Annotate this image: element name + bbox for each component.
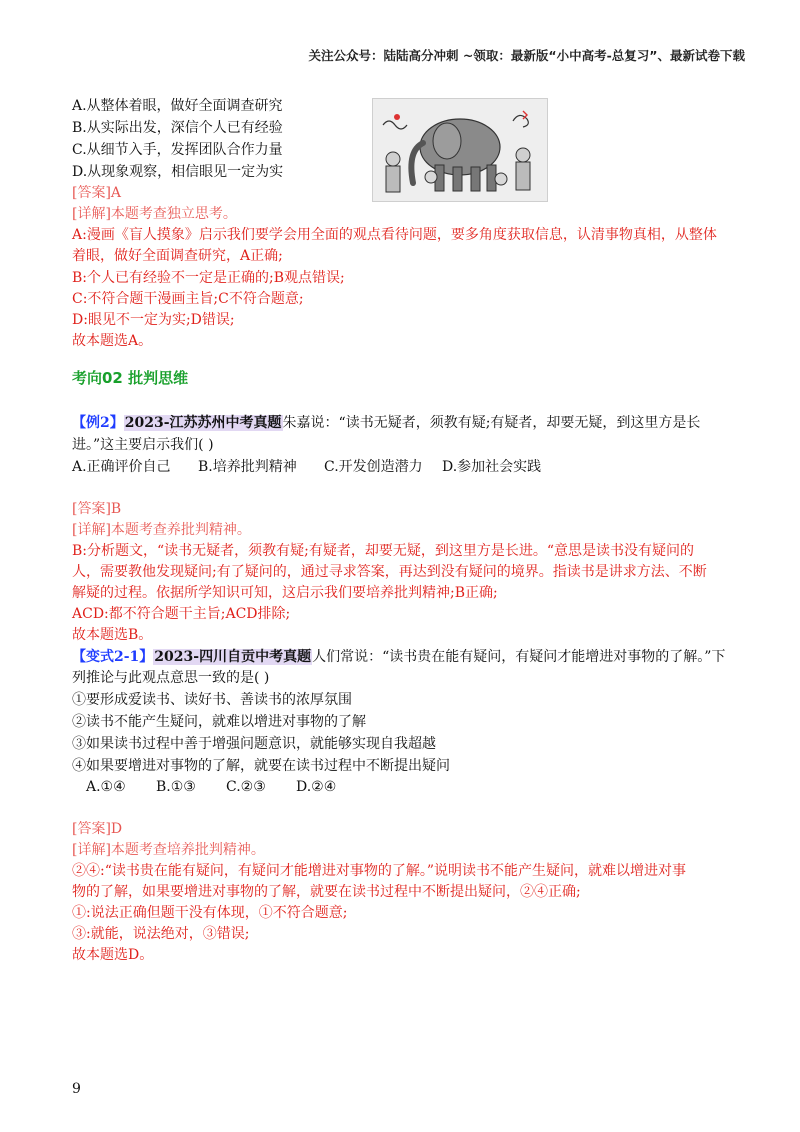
q1-explanation-line: 着眼，做好全面调查研究，A正确;: [72, 248, 283, 264]
ex2-explanation-line: 解疑的过程。依据所学知识可知，这启示我们要培养批判精神;B正确;: [72, 585, 498, 601]
var21-answer: [答案]D: [72, 821, 123, 837]
var21-item: ①要形成爱读书、读好书、善读书的浓厚氛围: [72, 692, 352, 708]
var21-analysis-title: [详解]本题考查培养批判精神。: [72, 842, 265, 858]
var21-item: ②读书不能产生疑问，就难以增进对事物的了解: [72, 714, 366, 730]
ex2-stem-text: 朱嘉说：“读书无疑者，须教有疑;有疑者，却要无疑，到这里方是长: [282, 415, 701, 431]
ex2-stem: [72, 414, 700, 432]
var21-source: 2023-四川自贡中考真题: [154, 649, 312, 665]
var21-options: [86, 778, 336, 796]
q1-analysis-title: [详解]本题考查独立思考。: [72, 206, 237, 222]
var21-stem-text: 人们常说：“读书贵在能有疑问，有疑问才能增进对事物的了解。”下: [312, 649, 726, 665]
q1-explanation-line: B:个人已有经验不一定是正确的;B观点错误;: [72, 270, 345, 286]
ex2-source: 2023-江苏苏州中考真题: [124, 415, 282, 431]
ex2-explanation-line: ACD:都不符合题干主旨;ACD排除;: [72, 606, 291, 622]
q1-option-a: A.从整体着眼，做好全面调查研究: [72, 98, 283, 114]
ex2-option-d: D.参加社会实践: [442, 459, 542, 475]
var21-option-d: D.②④: [296, 779, 337, 795]
ex2-analysis-title: [详解]本题考查养批判精神。: [72, 522, 251, 538]
ex2-explanation-line: 人，需要教他发现疑问;有了疑问的，通过寻求答案，再达到没有疑问的境界。指读书是讲求方法、不断: [72, 564, 707, 580]
var21-item: ④如果要增进对事物的了解，就要在读书过程中不断提出疑问: [72, 758, 450, 774]
var21-explanation-line: ①:说法正确但题干没有体现，①不符合题意;: [72, 905, 348, 921]
elephant-cartoon-icon: [373, 99, 547, 201]
var21-option-c: C.②③: [226, 779, 266, 795]
ex2-explanation-line: B:分析题文，“读书无疑者，须教有疑;有疑者，却要无疑，到这里方是长进。“意思是读书没有疑问的: [72, 543, 695, 559]
page-number: 9: [72, 1081, 81, 1097]
ex2-option-c: C.开发创造潜力: [324, 459, 423, 475]
q1-option-c: C.从细节入手，发挥团队合作力量: [72, 142, 283, 158]
page-header: 关注公众号：陆陆高分冲刺 ~领取：最新版“小中高考-总复习”、最新试卷下载: [308, 48, 745, 63]
q1-explanation-line: C:不符合题干漫画主旨;C不符合题意;: [72, 291, 304, 307]
ex2-options: [72, 458, 541, 476]
var21-explanation-line: 故本题选D。: [72, 947, 154, 963]
q1-explanation-line: A:漫画《盲人摸象》启示我们要学会用全面的观点看待问题，要多角度获取信息，认清事物真相，从整体: [72, 227, 717, 243]
var21-explanation-line: ③:就能，说法绝对，③错误;: [72, 926, 250, 942]
var21-option-a: A.①④: [86, 779, 126, 795]
ex2-option-a: A.正确评价自己: [72, 459, 171, 475]
q1-explanation-line: 故本题选A。: [72, 333, 153, 349]
var21-tag: 【变式2-1】: [72, 649, 154, 665]
ex2-answer: [答案]B: [72, 501, 122, 517]
var21-explanation-line: ②④:“读书贵在能有疑问，有疑问才能增进对事物的了解。”说明读书不能产生疑问，就难以增进对事: [72, 863, 687, 879]
q1-answer: [答案]A: [72, 185, 122, 201]
section-title: 考向02 批判思维: [72, 369, 189, 387]
ex2-stem-cont: 进。”这主要启示我们( ): [72, 437, 214, 453]
ex2-explanation-line: 故本题选B。: [72, 627, 153, 643]
var21-explanation-line: 物的了解，如果要增进对事物的了解，就要在读书过程中不断提出疑问，②④正确;: [72, 884, 581, 900]
blind-men-elephant-illustration: [372, 98, 548, 202]
var21-stem-cont: 列推论与此观点意思一致的是( ): [72, 670, 270, 686]
var21-item: ③如果读书过程中善于增强问题意识，就能够实现自我超越: [72, 736, 436, 752]
var21-stem: [72, 648, 725, 666]
q1-option-d: D.从现象观察，相信眼见一定为实: [72, 164, 284, 180]
q1-explanation-line: D:眼见不一定为实;D错误;: [72, 312, 235, 328]
var21-option-b: B.①③: [156, 779, 196, 795]
ex2-tag: 【例2】: [72, 415, 124, 431]
q1-option-b: B.从实际出发，深信个人已有经验: [72, 120, 283, 136]
ex2-option-b: B.培养批判精神: [198, 459, 297, 475]
